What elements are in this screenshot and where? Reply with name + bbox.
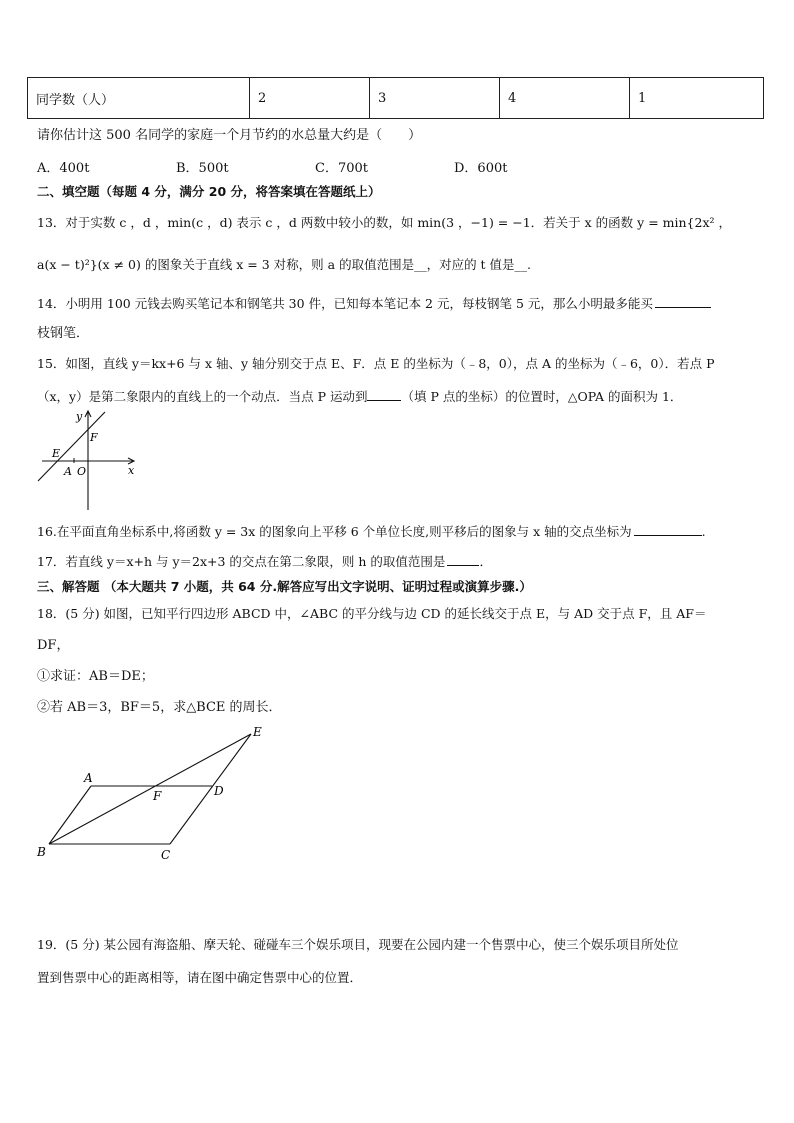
q17-line: [37, 551, 492, 572]
label-y: y: [76, 410, 83, 423]
q18-part-1: ①求证：AB＝DE；: [37, 669, 154, 684]
answer-blank: [367, 386, 401, 401]
label-e: E: [52, 447, 61, 460]
q16-text-a: 16.在平面直角坐标系中,将函数 y = 3x 的图象向上平移 6 个单位长度,则平移后的图象与 x 轴的交点坐标为: [37, 524, 632, 539]
q15-figure: [34, 408, 144, 513]
q12-stem: 请你估计这 500 名同学的家庭一个月节约的水总量大约是（ ）: [37, 128, 422, 143]
q16-line: [37, 521, 706, 542]
q15-line-1: 15．如图，直线 y＝kx+6 与 x 轴、y 轴分别交于点 E、F．点 E 的坐标为（﹣8，0），点 A 的坐标为（﹣6，0）．若点 P: [37, 356, 715, 371]
data-table: [27, 77, 764, 119]
label-d: D: [214, 784, 224, 798]
label-b: B: [37, 845, 46, 859]
q15-text-a: （x，y）是第二象限内的直线上的一个动点．当点 P 运动到: [37, 389, 368, 404]
q18-line-2: DF，: [37, 638, 70, 653]
q14-line-2: 枝钢笔．: [37, 326, 90, 341]
q12-option-c: C．700t: [315, 161, 368, 176]
label-f: F: [153, 789, 162, 803]
answer-blank: [655, 293, 711, 308]
label-e: E: [253, 725, 262, 739]
label-o: O: [77, 465, 87, 478]
q18-figure: [30, 722, 270, 867]
q18-line-1: 18．(5 分) 如图，已知平行四边形 ABCD 中，∠ABC 的平分线与边 CD 的延长线交于点 E，与 AD 交于点 F，且 AF＝: [37, 606, 707, 621]
table-cell: 3: [370, 78, 500, 119]
q19-line-2: 置到售票中心的距离相等，请在图中确定售票中心的位置．: [37, 970, 363, 985]
section-2-title: 二、填空题（每题 4 分，满分 20 分，将答案填在答题纸上）: [37, 184, 381, 199]
segment-ce: [170, 734, 251, 844]
label-c: C: [161, 848, 171, 862]
q17-text-b: ．: [479, 554, 492, 569]
q15-line-2: [37, 386, 682, 407]
segment-ab: [49, 786, 91, 844]
q16-text-b: .: [701, 524, 706, 539]
q13-line-1: 13．对于实数 c ，d ，min(c ，d) 表示 c ，d 两数中较小的数，如 min(3 ，−1) = −1．若关于 x 的函数 y = min{2x² ，: [37, 215, 731, 230]
table-cell: 2: [250, 78, 370, 119]
q18-part-2: ②若 AB＝3，BF＝5，求△BCE 的周长．: [37, 700, 282, 715]
q19-line-1: 19．(5 分) 某公园有海盗船、摩天轮、碰碰车三个娱乐项目，现要在公园内建一个售票中心，使三个娱乐项目所处位: [37, 937, 679, 952]
q15-text-b: （填 P 点的坐标）的位置时，△OPA 的面积为 1．: [401, 389, 683, 404]
q12-option-b: B．500t: [176, 161, 229, 176]
table-cell: 1: [630, 78, 764, 119]
q14-line-1: [37, 293, 711, 314]
label-f: F: [90, 431, 98, 444]
q12-option-a: A．400t: [37, 161, 90, 176]
answer-blank: [634, 521, 702, 536]
q13-line-2: a(x − t)²}(x ≠ 0) 的图象关于直线 x = 3 对称，则 a 的取值范围是__，对应的 t 值是__.: [37, 257, 532, 272]
q17-text-a: 17．若直线 y＝x+h 与 y＝2x+3 的交点在第二象限，则 h 的取值范围是: [37, 554, 446, 569]
label-a: A: [84, 771, 93, 785]
q14-text: 14．小明用 100 元钱去购买笔记本和钢笔共 30 件，已知每本笔记本 2 元，每枝钢笔 5 元，那么小明最多能买: [37, 296, 653, 311]
table-cell: 同学数（人）: [28, 78, 250, 119]
table-cell: 4: [500, 78, 630, 119]
answer-blank: [447, 551, 479, 566]
section-3-title: 三、解答题 （本大题共 7 小题，共 64 分.解答应写出文字说明、证明过程或演算步骤.）: [37, 579, 532, 594]
label-x: x: [128, 464, 135, 477]
table-row: [28, 78, 764, 119]
q12-option-d: D．600t: [454, 161, 508, 176]
label-a: A: [64, 465, 72, 478]
